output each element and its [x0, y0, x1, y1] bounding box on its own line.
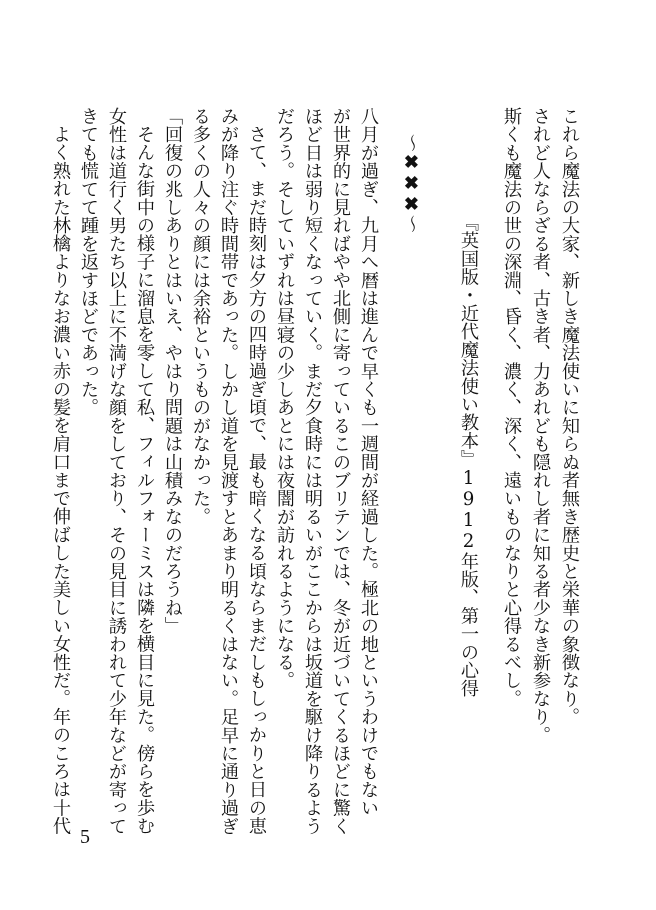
separator-right: 〜: [401, 215, 422, 234]
body-line-3: ほど日は弱り短くなっていく。まだ夕食時には明るいがここからは坂道を駆け降りるよう: [302, 107, 323, 835]
body-line-12: よく熟れた林檎よりなお濃い赤の髪を肩口まで伸ばした美しい女性だ。年のころは十代: [50, 125, 71, 835]
body-line-10: 女性は道行く男たち以上に不満げな顔をしており、その見目に誘われて少年などが寄って: [106, 107, 127, 835]
body-line-7: る多くの人々の顔には余裕というものがなかった。: [190, 107, 211, 526]
body-line-2: が世界的に見ればやや北側に寄っているこのブリテンでは、冬が近づいてくるほどに驚く: [330, 107, 351, 835]
body-line-9: そんな街中の様子に溜息を零して私、フィルフォーミスは隣を横目に見た。傍らを歩む: [134, 125, 155, 835]
section-separator: [398, 134, 425, 233]
body-line-4: だろう。そしていずれは昼寝の少しあとには夜闇が訪れるようになる。: [274, 107, 295, 690]
body-line-5: さて、まだ時刻は夕方の四時過ぎ頃で、最も暗くなる頃ならまだしもしっかりと日の恵: [246, 125, 267, 835]
page-number: 5: [80, 826, 90, 848]
epigraph-line-2: されど人ならざる者、古き者、力あれども隠れし者に知る者少なき新参なり。: [530, 107, 551, 744]
body-line-8: 「回復の兆しありとはいえ、やはり問題は山積みなのだろうね」: [162, 107, 183, 635]
epigraph-source: 『英国版・近代魔法使い教本』1912年版、第一の心得: [458, 213, 479, 698]
body-line-6: みが降り注ぐ時間帯であった。しかし道を見渡すとあまり明るくはない。足早に通り過ぎ: [218, 107, 239, 836]
body-line-11: きても慌てて踵を返すほどであった。: [78, 107, 99, 417]
body-line-1: 八月が過ぎ、九月へ暦は進んで早くも一週間が経過した。極北の地というわけでもない: [358, 107, 379, 817]
epigraph-line-3: 斯くも魔法の世の深淵、昏く、濃く、深く、遠いものなりと心得るべし。: [501, 107, 522, 708]
separator-left: 〜: [401, 134, 422, 153]
separator-marks: ✖✖✖: [401, 152, 422, 216]
epigraph-line-1: これら魔法の大家、新しき魔法使いに知らぬ者無き歴史と栄華の象徴なり。: [559, 107, 580, 726]
